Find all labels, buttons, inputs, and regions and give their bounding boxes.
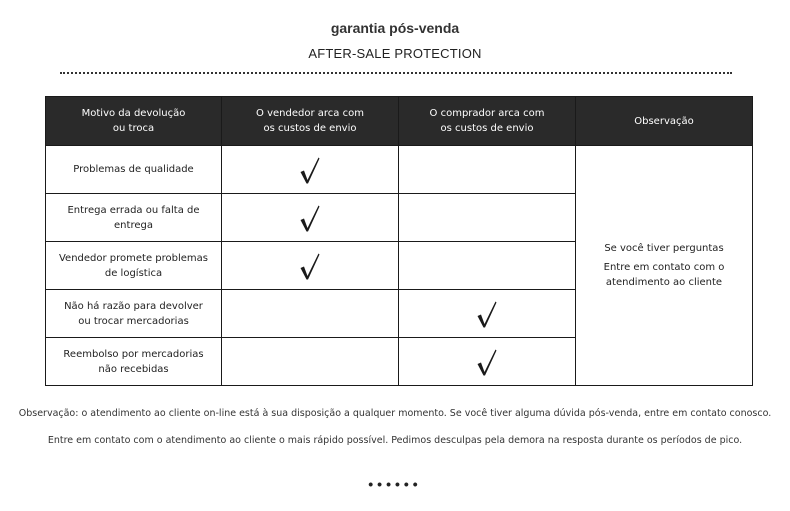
- reason-cell: Vendedor promete problemas de logística: [46, 242, 222, 290]
- observation-line-2: Entre em contato com o atendimento ao cliente: [603, 262, 725, 288]
- note-line-2: Entre em contato com o atendimento ao cliente o mais rápido possível. Pedimos desculpas pela demora na resposta durante os períodos de pico.: [47, 435, 743, 446]
- checkmark-icon: [299, 155, 321, 185]
- checkmark-icon: [299, 251, 321, 281]
- column-header-seller-pays: O vendedor arca com os custos de envio: [222, 97, 399, 146]
- reason-cell: Não há razão para devolver ou trocar mercadorias: [46, 290, 222, 338]
- observation-line-1: Se você tiver perguntas: [604, 243, 724, 254]
- note-line-1: Observação: o atendimento ao cliente on-line está à sua disposição a qualquer momento. Se você tiver alguma dúvida pós-venda, entre em contato conosco.: [18, 408, 772, 419]
- dotted-divider: [60, 72, 732, 74]
- buyer-pays-cell: [399, 338, 576, 386]
- checkmark-icon: [299, 203, 321, 233]
- seller-pays-cell: [222, 242, 399, 290]
- checkmark-icon: [476, 299, 498, 329]
- buyer-pays-cell: [399, 290, 576, 338]
- observation-cell: [576, 146, 753, 386]
- column-header-observation: Observação: [576, 97, 753, 146]
- table-header-row: [46, 97, 753, 146]
- table-row: [46, 146, 753, 194]
- reason-cell: Entrega errada ou falta de entrega: [46, 194, 222, 242]
- seller-pays-cell: [222, 290, 399, 338]
- column-header-reason: Motivo da devolução ou troca: [46, 97, 222, 146]
- reason-cell: Reembolso por mercadorias não recebidas: [46, 338, 222, 386]
- buyer-pays-cell: [399, 242, 576, 290]
- column-header-buyer-pays: O comprador arca com os custos de envio: [399, 97, 576, 146]
- buyer-pays-cell: [399, 146, 576, 194]
- buyer-pays-cell: [399, 194, 576, 242]
- protection-table: [45, 96, 753, 386]
- bottom-dots: ••••••: [368, 476, 422, 492]
- page-title: garantia pós-venda: [330, 20, 460, 36]
- seller-pays-cell: [222, 194, 399, 242]
- seller-pays-cell: [222, 338, 399, 386]
- reason-cell: Problemas de qualidade: [46, 146, 222, 194]
- seller-pays-cell: [222, 146, 399, 194]
- page-subtitle: AFTER-SALE PROTECTION: [308, 46, 482, 61]
- checkmark-icon: [476, 347, 498, 377]
